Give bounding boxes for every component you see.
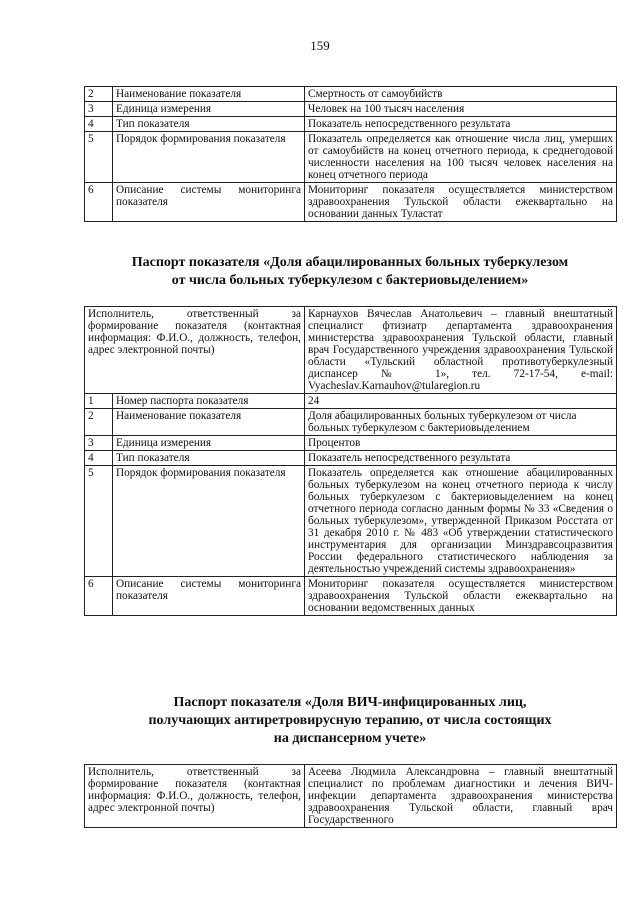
row-label: Описание системы мониторинга показателя bbox=[113, 577, 305, 616]
table-row-executor bbox=[85, 307, 617, 394]
heading-line: на диспансерном учете» bbox=[273, 731, 427, 746]
row-label: Единица измерения bbox=[113, 102, 305, 117]
row-number: 4 bbox=[85, 117, 113, 132]
row-label: Тип показателя bbox=[113, 451, 305, 466]
table-row bbox=[85, 394, 617, 409]
row-number: 2 bbox=[85, 87, 113, 102]
table-row bbox=[85, 466, 617, 577]
table-row bbox=[85, 183, 617, 222]
indicator-table-3 bbox=[84, 764, 617, 828]
row-value: Показатель определяется как отношение абацилированных больных туберкулезом на конец отчетного периода к числу больных туберкулезом с бактериовыделением на конец отчетного периода согласно данным формы № 33 «Сведения о больных туберкулезом», утвержденной Приказом Росстата от 31 декабря 2010 г. № 483 «Об утверждении статистического инструментария для организации Минздравсоцразвития России федерального статистического наблюдения за деятельностью учреждений системы здравоохранения» bbox=[305, 466, 617, 577]
row-label: Номер паспорта показателя bbox=[113, 394, 305, 409]
row-label: Наименование показателя bbox=[113, 409, 305, 436]
row-value: Показатель определяется как отношение числа лиц, умерших от самоубийств на конец отчетного периода, к среднегодовой численности населения на 100 тысяч человек населения на конец отчетного периода bbox=[305, 132, 617, 183]
row-value: Показатель непосредственного результата bbox=[305, 117, 617, 132]
row-label: Описание системы мониторинга показателя bbox=[113, 183, 305, 222]
row-value: Мониторинг показателя осуществляется министерством здравоохранения Тульской области ежеквартально на основании данных Туластат bbox=[305, 183, 617, 222]
row-value: Человек на 100 тысяч населения bbox=[305, 102, 617, 117]
executor-value: Карнаухов Вячеслав Анатольевич – главный внештатный специалист фтизиатр департамента здравоохранения министерства здравоохранения Тульской области, главный врач Государственного учреждения здравоохранения Тульской области «Тульский областной противотуберкулезный диспансер № 1», тел. 72-17-54, e-mail: Vyacheslav.Karnauhov@tularegion.ru bbox=[305, 307, 617, 394]
executor-label: Исполнитель, ответственный за формирование показателя (контактная информация: Ф.И.О., должность, телефон, адрес электронной почты) bbox=[85, 765, 305, 828]
row-value: Процентов bbox=[305, 436, 617, 451]
row-label: Тип показателя bbox=[113, 117, 305, 132]
row-number: 2 bbox=[85, 409, 113, 436]
table-row bbox=[85, 577, 617, 616]
heading-line: Паспорт показателя «Доля ВИЧ-инфицированных лиц, bbox=[173, 695, 527, 710]
row-value: Смертность от самоубийств bbox=[305, 87, 617, 102]
row-label: Наименование показателя bbox=[113, 87, 305, 102]
table-row bbox=[85, 451, 617, 466]
row-label: Единица измерения bbox=[113, 436, 305, 451]
table-row-executor bbox=[85, 765, 617, 828]
heading-line: от числа больных туберкулезом с бактериовыделением» bbox=[171, 273, 529, 288]
executor-value: Асеева Людмила Александровна – главный внештатный специалист по проблемам диагностики и лечения ВИЧ-инфекции департамента здравоохранения министерства здравоохранения Тульской области, главный врач Государственного bbox=[305, 765, 617, 828]
table-row bbox=[85, 87, 617, 102]
indicator-table-2 bbox=[84, 306, 617, 616]
table-row bbox=[85, 102, 617, 117]
row-number: 3 bbox=[85, 102, 113, 117]
row-number: 4 bbox=[85, 451, 113, 466]
heading-line: получающих антиретровирусную терапию, от числа состоящих bbox=[148, 713, 552, 728]
table-row bbox=[85, 117, 617, 132]
executor-label: Исполнитель, ответственный за формирование показателя (контактная информация: Ф.И.О., должность, телефон, адрес электронной почты) bbox=[85, 307, 305, 394]
heading-line: Паспорт показателя «Доля абацилированных больных туберкулезом bbox=[131, 255, 569, 270]
table-row bbox=[85, 409, 617, 436]
row-value: 24 bbox=[305, 394, 617, 409]
section-heading-hiv bbox=[70, 694, 630, 748]
row-value: Доля абацилированных больных туберкулезом от числа больных туберкулезом с бактериовыделением bbox=[305, 409, 617, 436]
row-number: 1 bbox=[85, 394, 113, 409]
row-number: 6 bbox=[85, 577, 113, 616]
row-number: 3 bbox=[85, 436, 113, 451]
row-value: Мониторинг показателя осуществляется министерством здравоохранения Тульской области ежеквартально на основании ведомственных данных bbox=[305, 577, 617, 616]
indicator-table-1 bbox=[84, 86, 617, 222]
row-label: Порядок формирования показателя bbox=[113, 466, 305, 577]
row-value: Показатель непосредственного результата bbox=[305, 451, 617, 466]
table-row bbox=[85, 132, 617, 183]
row-number: 6 bbox=[85, 183, 113, 222]
section-heading-tuberculosis bbox=[70, 254, 630, 290]
row-number: 5 bbox=[85, 132, 113, 183]
page-number: 159 bbox=[310, 38, 330, 53]
row-number: 5 bbox=[85, 466, 113, 577]
table-row bbox=[85, 436, 617, 451]
row-label: Порядок формирования показателя bbox=[113, 132, 305, 183]
